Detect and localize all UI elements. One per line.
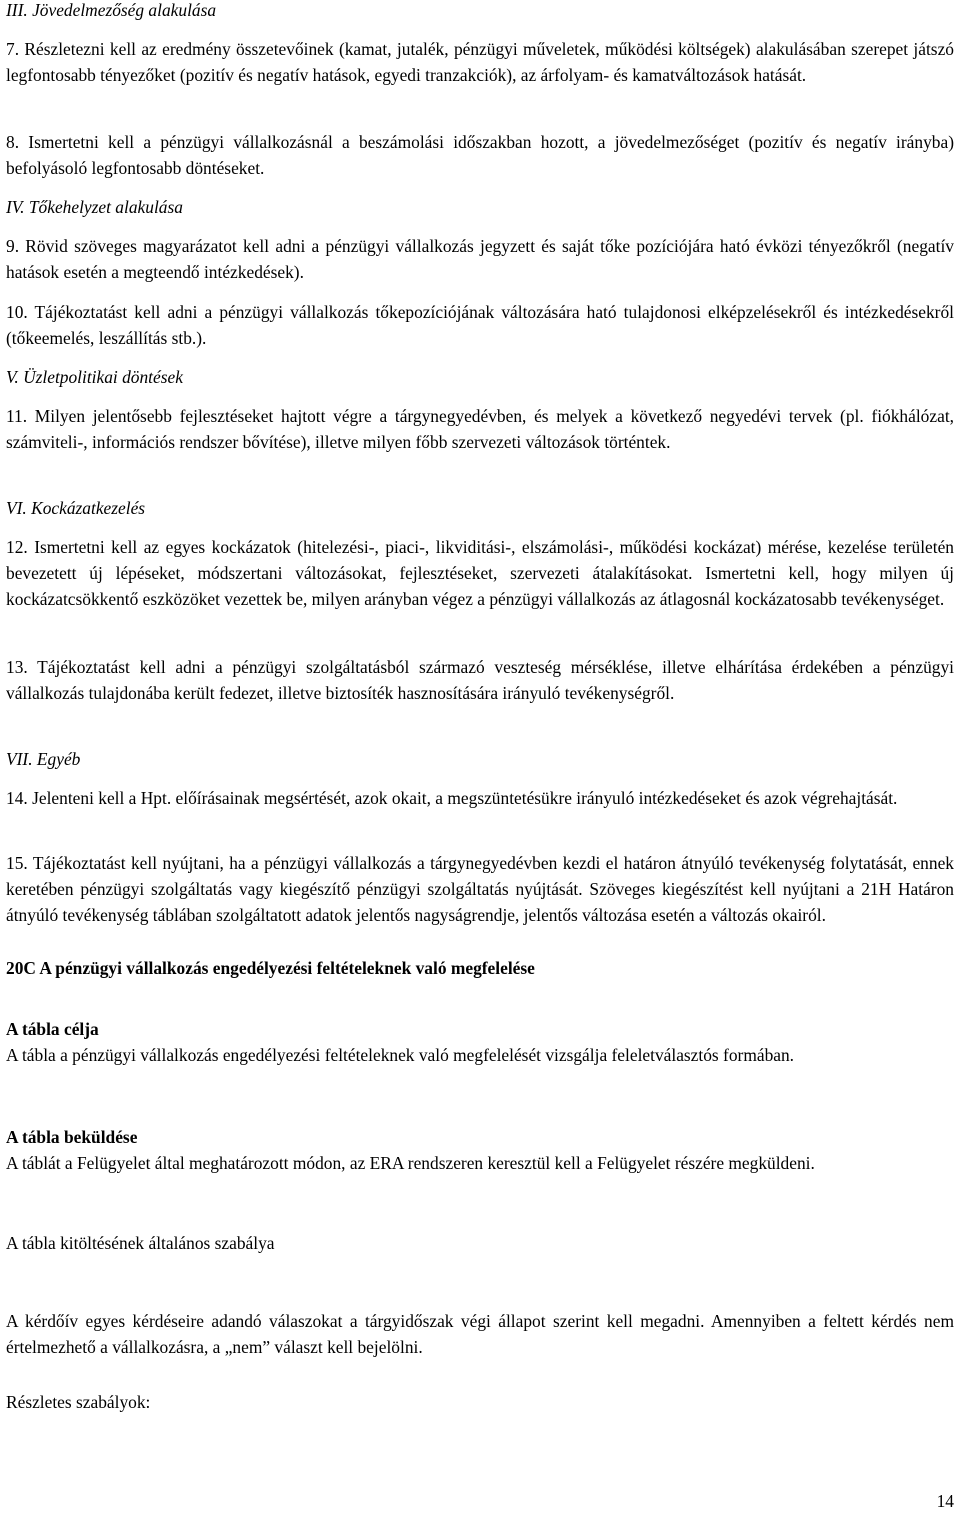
heading-20c: 20C A pénzügyi vállalkozás engedélyezési feltételeknek való megfelelése [6, 958, 535, 978]
heading-tabla-celja: A tábla célja [6, 1019, 99, 1039]
paragraph-kitoltes: A kérdőív egyes kérdéseire adandó válaszokat a tárgyidőszak végi állapot szerint kell megadni. Amennyiben a feltett kérdés nem értelmezhető a vállalkozásra, a „nem” választ kell bejelölni. [6, 1311, 954, 1357]
section-title-vi: VI. Kockázatkezelés [6, 498, 146, 518]
section-title-iii: III. Jövedelmezőség alakulása [6, 0, 217, 20]
paragraph-14: 14. Jelenteni kell a Hpt. előírásainak megsértését, azok okait, a megszüntetésükre irányuló intézkedéseket és azok végrehajtását. [6, 788, 898, 808]
paragraph-tabla-bekuldese: A táblát a Felügyelet által meghatározott módon, az ERA rendszeren keresztül kell a Felügyelet részére megküldeni. [6, 1153, 815, 1173]
paragraph-11: 11. Milyen jelentősebb fejlesztéseket hajtott végre a tárgynegyedévben, és melyek a következő negyedévi tervek (pl. fiókhálózat, számviteli-, információs rendszer bővítése), illetve milyen főbb szervezeti változások történtek. [6, 406, 954, 452]
section-title-iv: IV. Tőkehelyzet alakulása [6, 197, 183, 217]
paragraph-10: 10. Tájékoztatást kell adni a pénzügyi vállalkozás tőkepozíciójának változására ható tulajdonosi elképzelésekről és intézkedésekről (tőkeemelés, leszállítás stb.). [6, 302, 954, 348]
page-number: 14 [936, 1491, 954, 1511]
paragraph-8: 8. Ismertetni kell a pénzügyi vállalkozásnál a beszámolási időszakban hozott, a jövedelmezőséget (pozitív és negatív irányba) befolyásoló legfontosabb döntéseket. [6, 132, 954, 178]
paragraph-15: 15. Tájékoztatást kell nyújtani, ha a pénzügyi vállalkozás a tárgynegyedévben kezdi el határon átnyúló tevékenység folytatását, ennek keretében pénzügyi szolgáltatás vagy kiegészítő pénzügyi szolgáltatás nyújtását. Szöveges kiegészítést kell nyújtani a 21H Határon átnyúló tevékenység táblában szolgáltatott adatok jelentős nagyságrendje, jelentős változása esetén a változás okairól. [6, 853, 954, 925]
paragraph-13: 13. Tájékoztatást kell adni a pénzügyi szolgáltatásból származó veszteség mérséklése, illetve elhárítása érdekében a pénzügyi vállalkozás tulajdonába került fedezet, illetve biztosíték hasznosítására irányuló tevékenységről. [6, 657, 954, 703]
section-title-v: V. Üzletpolitikai döntések [6, 367, 183, 387]
paragraph-reszletes: Részletes szabályok: [6, 1392, 151, 1412]
paragraph-7: 7. Részletezni kell az eredmény összetevőinek (kamat, jutalék, pénzügyi műveletek, működési költségek) alakulásában szerepet játszó legfontosabb tényezőket (pozitív és negatív hatások, egyedi tranzakciók), az árfolyam- és kamatváltozások hatását. [6, 39, 954, 85]
heading-tabla-bekuldese: A tábla beküldése [6, 1127, 138, 1147]
paragraph-tabla-celja: A tábla a pénzügyi vállalkozás engedélyezési feltételeknek való megfelelését vizsgálja feleletválasztós formában. [6, 1045, 795, 1065]
heading-kitoltes: A tábla kitöltésének általános szabálya [6, 1233, 275, 1253]
paragraph-9: 9. Rövid szöveges magyarázatot kell adni a pénzügyi vállalkozás jegyzett és saját tőke pozíciójára ható évközi tényezőkről (negatív hatások esetén a megteendő intézkedések). [6, 236, 954, 282]
paragraph-12: 12. Ismertetni kell az egyes kockázatok (hitelezési-, piaci-, likviditási-, elszámolási-, működési kockázat) mérése, kezelése területén bevezetett új lépéseket, módszertani változásokat, fejlesztéseket, szervezeti átalakításokat. Ismertetni kell, hogy milyen új kockázatcsökkentő eszközöket vezettek be, milyen arányban végez a pénzügyi vállalkozás az átlagosnál kockázatosabb tevékenységet. [6, 537, 954, 609]
section-title-vii: VII. Egyéb [6, 749, 81, 769]
